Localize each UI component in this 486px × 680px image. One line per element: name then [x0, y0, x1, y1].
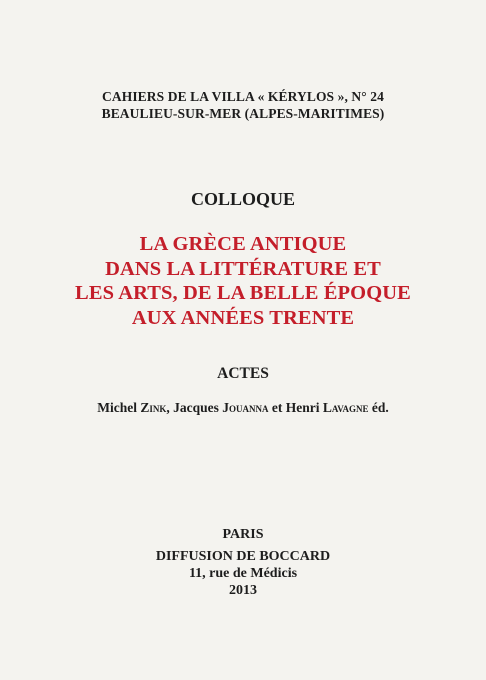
imprint-address: 11, rue de Médicis: [188, 566, 298, 581]
editor-first-name: Henri: [285, 400, 323, 415]
title-line: LA GRÈCE ANTIQUE: [139, 233, 347, 255]
editor-first-name: Michel: [97, 400, 141, 415]
actes-heading: ACTES: [217, 365, 269, 382]
separator: ,: [166, 400, 174, 415]
title-line: AUX ANNÉES TRENTE: [131, 306, 355, 329]
imprint-year: 2013: [229, 583, 257, 598]
imprint-city: PARIS: [222, 527, 264, 542]
editor-suffix: éd.: [368, 400, 389, 415]
editor-last-name: Zink: [140, 400, 167, 415]
imprint: [0, 526, 486, 599]
series-info: [0, 88, 486, 122]
editor-first-name: Jacques: [173, 400, 223, 415]
title-line: LES ARTS, DE LA BELLE ÉPOQUE: [75, 282, 411, 304]
editor-last-name: Lavagne: [322, 400, 369, 415]
separator: et: [268, 400, 286, 415]
editor-last-name: Jouanna: [222, 400, 269, 415]
imprint-publisher: DIFFUSION DE BOCCARD: [155, 549, 331, 564]
title-line: DANS LA LITTÉRATURE ET: [105, 257, 381, 280]
series-line: CAHIERS DE LA VILLA « KÉRYLOS », N° 24: [102, 89, 384, 104]
location-line: BEAULIEU-SUR-MER (ALPES-MARITIMES): [101, 106, 385, 121]
colloque-heading: COLLOQUE: [190, 189, 296, 209]
book-title: [0, 232, 486, 330]
editors-line: [0, 399, 486, 417]
